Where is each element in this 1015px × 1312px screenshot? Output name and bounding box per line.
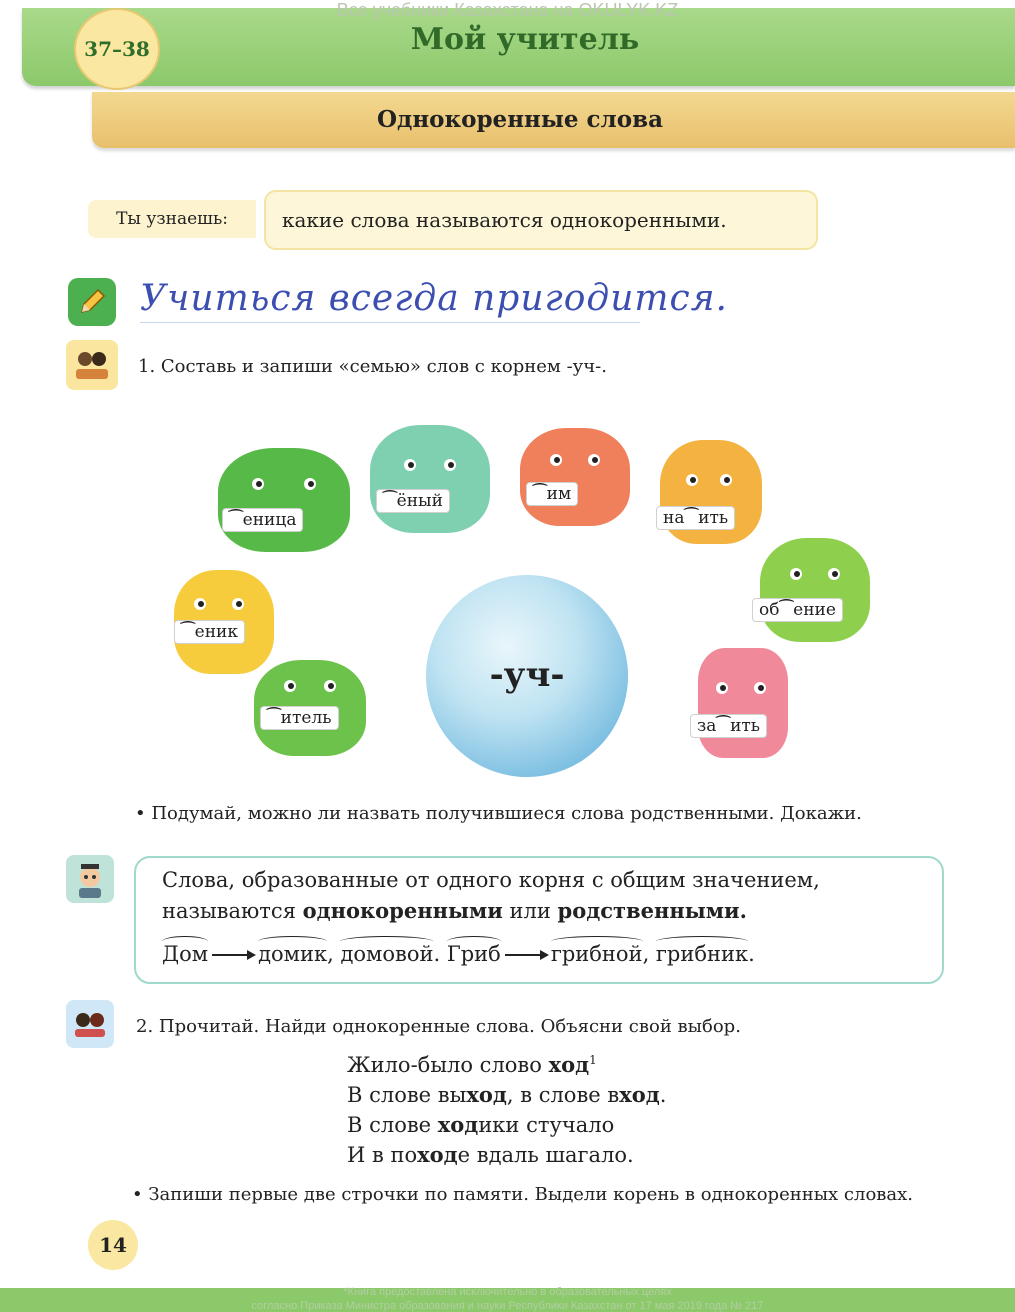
footer-notice-2: согласно Приказа Министра образования и науки Республики Казахстан от 17 мая 2019 года № 217 <box>251 1300 764 1312</box>
poem-line-3 <box>347 1112 614 1137</box>
monster-word: об⁀ение <box>752 598 843 622</box>
poem-text: ики стучало <box>478 1113 615 1137</box>
poem-text: , в слове в <box>506 1083 620 1107</box>
example-word: Гриб <box>446 942 501 966</box>
monster-mint <box>370 425 490 533</box>
footnote-mark: 1 <box>589 1053 597 1067</box>
task-1-text: 1. Составь и запиши «семью» слов с корнем -уч-. <box>138 356 607 377</box>
example-word: грибной <box>550 942 643 966</box>
monster-lime <box>760 538 870 642</box>
poem-line-2 <box>347 1082 666 1107</box>
topic-title: Однокоренные слова <box>376 106 664 133</box>
monster-word: ⁀итель <box>260 706 339 730</box>
monster-yellow-round <box>660 440 762 544</box>
task-2-text: 2. Прочитай. Найди однокоренные слова. Объясни свой выбор. <box>136 1016 741 1037</box>
monster-word: ⁀еница <box>222 508 303 532</box>
think-prompt: • Подумай, можно ли назвать получившиеся слова родственными. Докажи. <box>135 803 862 824</box>
poem-text: е вдаль шагало. <box>457 1143 634 1167</box>
rule-line-1: Слова, образованные от одного корня с общим значением, <box>162 868 820 892</box>
pencil-icon <box>68 278 116 326</box>
poem-text: В слове <box>347 1113 438 1137</box>
rule-term-1: однокоренными <box>302 898 503 923</box>
root-examples <box>162 942 755 966</box>
monster-eye <box>304 478 316 490</box>
writing-guide-line <box>140 322 640 323</box>
rule-term-2: родственными <box>557 898 740 923</box>
monster-word: ⁀им <box>526 482 578 506</box>
monster-eye <box>828 568 840 580</box>
monster-word: ⁀ёный <box>376 489 450 513</box>
cursive-sentence: Учиться всегда пригодится. <box>140 278 728 319</box>
separator: . <box>433 942 447 966</box>
monster-word: за⁀ить <box>690 714 767 738</box>
monster-green-small <box>254 660 366 756</box>
poem-text: И в по <box>347 1143 418 1167</box>
separator: , <box>642 942 656 966</box>
poem-text: В слове вы <box>347 1083 467 1107</box>
learn-label: Ты узнаешь: <box>88 200 256 238</box>
monster-eye <box>790 568 802 580</box>
write-prompt: • Запиши первые две строчки по памяти. Выдели корень в однокоренных словах. <box>132 1184 914 1205</box>
learn-text: какие слова называются однокоренными. <box>264 190 818 250</box>
poem-line-1 <box>347 1052 597 1077</box>
poem-root: ход <box>466 1082 507 1107</box>
monster-eye <box>232 598 244 610</box>
rule-line-2 <box>162 898 747 923</box>
lesson-number-badge: 37–38 <box>74 8 160 90</box>
rule-text: . <box>739 898 747 923</box>
separator: . <box>748 942 755 966</box>
pair-work-icon <box>66 340 118 390</box>
monster-eye <box>404 459 416 471</box>
rule-text: называются <box>162 899 303 923</box>
unit-title: Мой учитель <box>410 22 640 57</box>
monster-eye <box>444 459 456 471</box>
monster-eye <box>194 598 206 610</box>
monster-eye <box>686 474 698 486</box>
monster-eye <box>716 682 728 694</box>
monster-eye <box>284 680 296 692</box>
monster-eye <box>720 474 732 486</box>
poem-root: ход <box>619 1082 660 1107</box>
arrow-icon <box>212 954 254 956</box>
monster-orange <box>520 428 630 526</box>
separator: , <box>327 942 341 966</box>
watermark-top: Все учебники Казахстана на OKULYK.KZ <box>336 0 679 20</box>
poem-root: ход <box>548 1052 590 1077</box>
page-number: 14 <box>88 1220 138 1270</box>
arrow-icon <box>505 954 547 956</box>
example-word: грибник <box>655 942 749 966</box>
example-word: домик <box>258 942 328 966</box>
monster-word: на⁀ить <box>656 506 735 530</box>
example-word: домовой <box>340 942 434 966</box>
monster-pink <box>698 648 788 758</box>
poem-root: ход <box>437 1112 479 1137</box>
pair-reading-icon <box>66 1000 114 1048</box>
rule-text: или <box>502 899 558 923</box>
poem-text: . <box>659 1083 667 1107</box>
teacher-icon <box>66 855 114 903</box>
monster-eye <box>324 680 336 692</box>
poem-text: Жило-было слово <box>347 1053 549 1077</box>
monster-word: ⁀еник <box>174 620 245 644</box>
monster-eye <box>588 454 600 466</box>
monster-eye <box>754 682 766 694</box>
monster-yellow-horned <box>174 570 274 674</box>
poem-root: ход <box>417 1142 458 1167</box>
footer-notice-1: *Книга предоставлена исключительно в образовательных целях <box>343 1286 672 1298</box>
root-label: -уч- <box>489 655 565 695</box>
monster-eye <box>550 454 562 466</box>
monster-green-spiky <box>218 448 350 552</box>
example-word: Дом <box>162 942 209 966</box>
poem-line-4 <box>347 1142 634 1167</box>
monster-eye <box>252 478 264 490</box>
